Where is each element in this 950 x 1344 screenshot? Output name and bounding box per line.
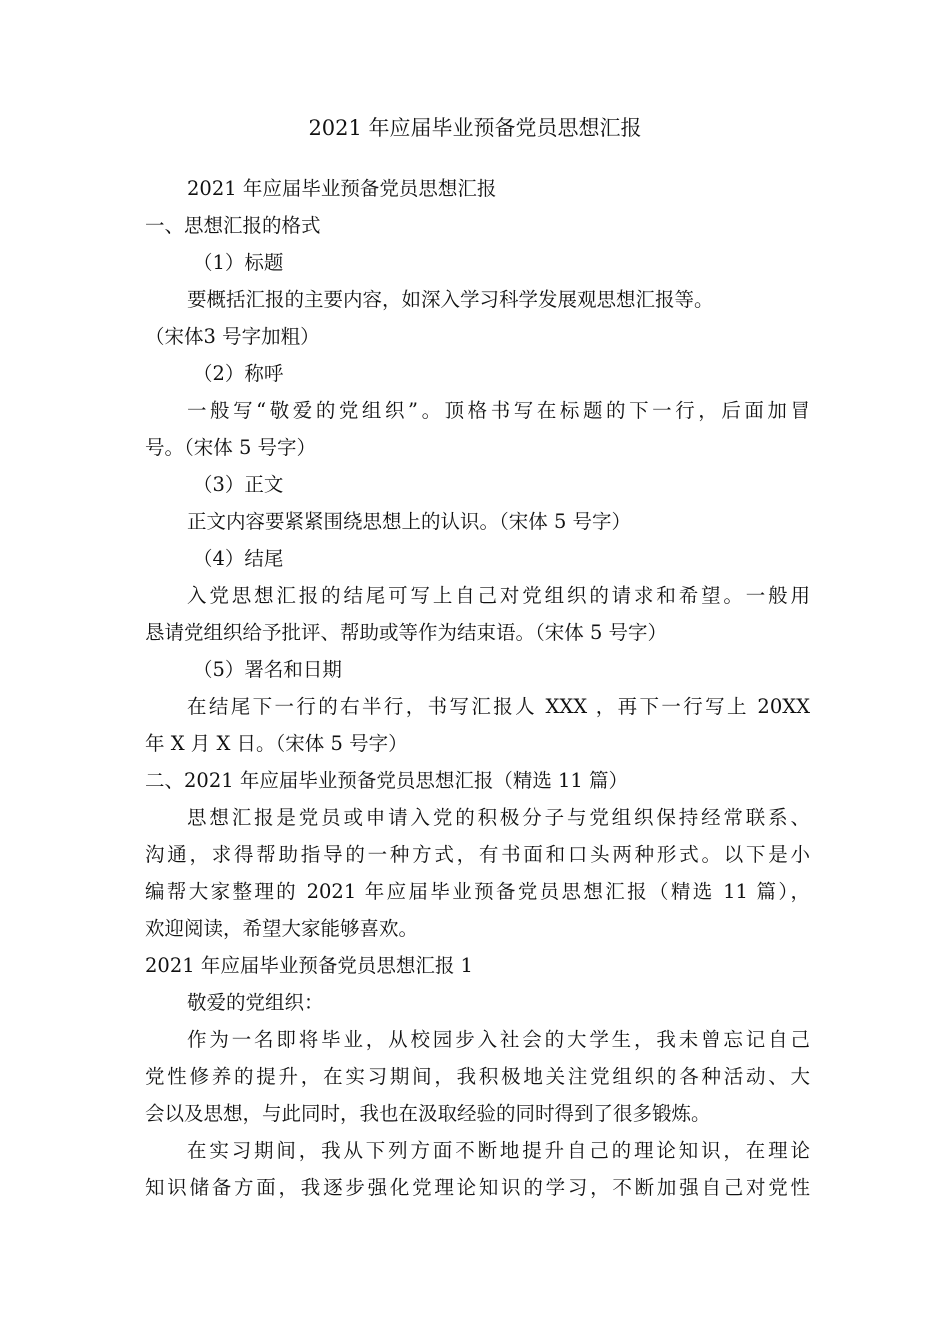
text-line: 年 X 月 X 日。（宋体 5 号字） <box>145 732 408 755</box>
text-line: 欢迎阅读，希望大家能够喜欢。 <box>145 917 419 940</box>
text-line: 一般写“敬爱的党组织”。顶格书写在标题的下一行，后面加冒 <box>187 399 810 422</box>
text-line: 知识储备方面，我逐步强化党理论知识的学习，不断加强自己对党性 <box>145 1176 810 1199</box>
text-line: 会以及思想，与此同时，我也在汲取经验的同时得到了很多锻炼。 <box>145 1102 711 1125</box>
text-line: 2021 年应届毕业预备党员思想汇报 <box>187 177 497 200</box>
text-line: 作为一名即将毕业，从校园步入社会的大学生，我未曾忘记自己 <box>187 1028 810 1051</box>
text-line: 二、2021 年应届毕业预备党员思想汇报（精选 11 篇） <box>145 769 629 792</box>
text-line: 恳请党组织给予批评、帮助或等作为结束语。（宋体 5 号字） <box>145 621 668 644</box>
document-title: 2021 年应届毕业预备党员思想汇报 <box>308 116 642 140</box>
text-line: 在结尾下一行的右半行，书写汇报人 XXX ，再下一行写上 20XX <box>187 695 810 718</box>
text-line: （5）署名和日期 <box>193 658 342 681</box>
text-line: 2021 年应届毕业预备党员思想汇报 1 <box>145 954 473 977</box>
text-line: 编帮大家整理的 2021 年应届毕业预备党员思想汇报（精选 11 篇）， <box>145 880 810 903</box>
text-line: 要概括汇报的主要内容，如深入学习科学发展观思想汇报等。 <box>187 288 714 311</box>
text-line: 敬爱的党组织： <box>187 991 324 1014</box>
document-body <box>145 170 810 1206</box>
text-line: 一、思想汇报的格式 <box>145 214 321 237</box>
text-line: （宋体3 号字加粗） <box>145 325 320 348</box>
text-line: （3）正文 <box>193 473 284 496</box>
text-line: （1）标题 <box>193 251 284 274</box>
text-line: 党性修养的提升，在实习期间，我积极地关注党组织的各种活动、大 <box>145 1065 810 1088</box>
text-line: （2）称呼 <box>193 362 284 385</box>
text-line: 沟通，求得帮助指导的一种方式，有书面和口头两种形式。以下是小 <box>145 843 810 866</box>
text-line: 在实习期间，我从下列方面不断地提升自己的理论知识，在理论 <box>187 1139 810 1162</box>
text-line: 号。（宋体 5 号字） <box>145 436 317 459</box>
text-line: 入党思想汇报的结尾可写上自己对党组织的请求和希望。一般用 <box>187 584 810 607</box>
text-line: 思想汇报是党员或申请入党的积极分子与党组织保持经常联系、 <box>187 806 810 829</box>
text-line: 正文内容要紧紧围绕思想上的认识。（宋体 5 号字） <box>187 510 632 533</box>
text-line: （4）结尾 <box>193 547 284 570</box>
